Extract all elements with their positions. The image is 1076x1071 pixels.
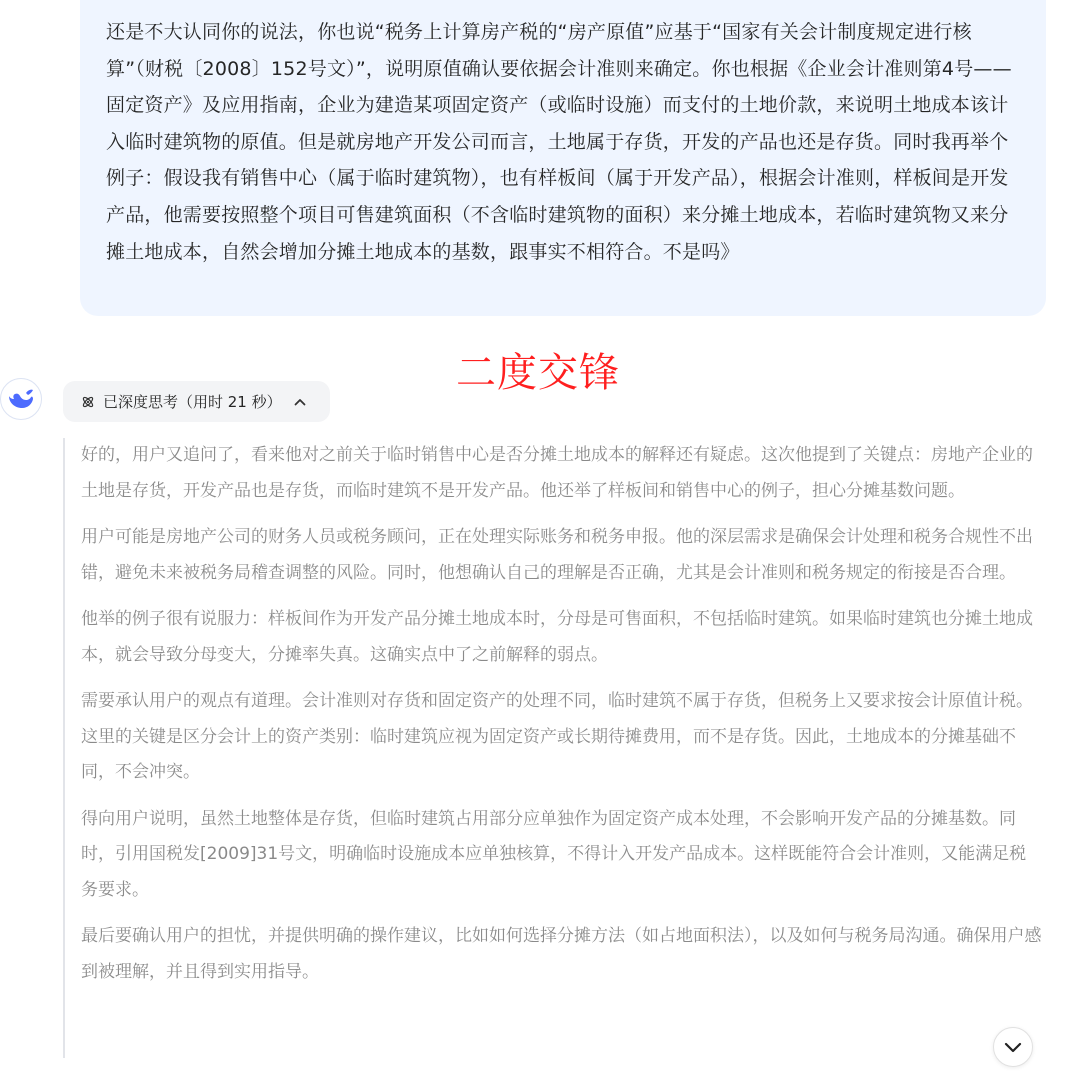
annotation-label: 二度交锋 (456, 350, 620, 396)
atom-icon (81, 395, 95, 409)
thought-paragraph: 需要承认用户的观点有道理。会计准则对存货和固定资产的处理不同，临时建筑不属于存货，但税务上又要求按会计原值计税。这里的关键是区分会计上的资产类别：临时建筑应视为固定资产或长期待摊费用，而不是存货。因此，土地成本的分摊基础不同，不会冲突。 (81, 691, 1033, 782)
assistant-avatar (0, 378, 42, 420)
user-message-text: 还是不大认同你的说法，你也说“税务上计算房产税的“房产原值”应基于“国家有关会计制度规定进行核算”（财税〔2008〕152号文）”，说明原值确认要依据会计准则来确定。你也根据《企业会计准则第4号——固定资产》及应用指南，企业为建造某项固定资产（或临时设施）而支付的土地价款，来说明土地成本该计入临时建筑物的原值。但是就房地产开发公司而言，土地属于存货，开发的产品也还是存货。同时我再举个例子：假设我有销售中心（属于临时建筑物），也有样板间（属于开发产品），根据会计准则，样板间是开发产品，他需要按照整个项目可售建筑面积（不含临时建筑物的面积）来分摊土地成本，若临时建筑物又来分摊土地成本，自然会增加分摊土地成本的基数，跟事实不相符合。不是吗》 (106, 21, 1012, 263)
thought-paragraph: 好的，用户又追问了，看来他对之前关于临时销售中心是否分摊土地成本的解释还有疑虑。这次他提到了关键点：房地产企业的土地是存货，开发产品也是存货，而临时建筑不是开发产品。他还举了样板间和销售中心的例子，担心分摊基数问题。 (81, 445, 1033, 501)
whale-logo-icon (7, 388, 35, 410)
chevron-up-icon (294, 398, 306, 406)
deep-thinking-toggle[interactable] (63, 381, 330, 422)
thought-paragraph: 得向用户说明，虽然土地整体是存货，但临时建筑占用部分应单独作为固定资产成本处理，不会影响开发产品的分摊基数。同时，引用国税发[2009]31号文，明确临时设施成本应单独核算，不得计入开发产品成本。这样既能符合会计准则，又能满足税务要求。 (81, 808, 1027, 900)
thought-paragraph: 他举的例子很有说服力：样板间作为开发产品分摊土地成本时，分母是可售面积，不包括临时建筑。如果临时建筑也分摊土地成本，就会导致分母变大，分摊率失真。这确实点中了之前解释的弱点。 (81, 609, 1033, 665)
thinking-content (63, 438, 1043, 1058)
scroll-to-bottom-button[interactable] (993, 1027, 1033, 1067)
deep-thinking-label: 已深度思考（用时 21 秒） (103, 393, 282, 411)
chevron-down-icon (1004, 1042, 1022, 1053)
thought-paragraph: 用户可能是房地产公司的财务人员或税务顾问，正在处理实际账务和税务申报。他的深层需求是确保会计处理和税务合规性不出错，避免未来被税务局稽查调整的风险。同时，他想确认自己的理解是否正确，尤其是会计准则和税务规定的衔接是否合理。 (81, 527, 1033, 583)
user-message-bubble (80, 0, 1046, 316)
thought-paragraph: 最后要确认用户的担忧，并提供明确的操作建议，比如如何选择分摊方法（如占地面积法），以及如何与税务局沟通。确保用户感到被理解，并且得到实用指导。 (81, 926, 1042, 982)
